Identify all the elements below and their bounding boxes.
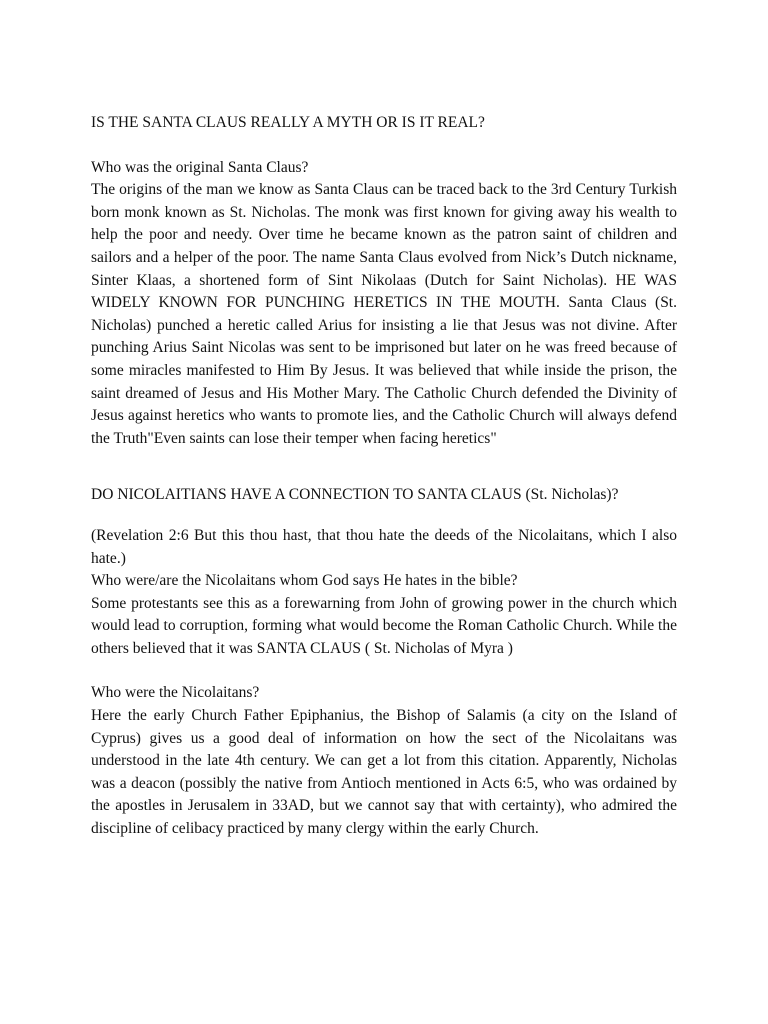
section-heading: Who were the Nicolaitans? bbox=[91, 684, 260, 702]
section-heading: DO NICOLAITIANS HAVE A CONNECTION TO SANTA CLAUS (St. Nicholas)? bbox=[91, 486, 619, 504]
section-body: Here the early Church Father Epiphanius, the Bishop of Salamis (a city on the Island of Cyprus) gives us a good deal of information on how the sect of the Nicolaitans was understood in the late 4th century. We can get a lot from this citation. Apparently, Nicholas was a deacon (possibly the native from Antioch mentioned in Acts 6:5, who was ordained by the apostles in Jerusalem in 33AD, but we cannot say that with certainty), who admired the discipline of celibacy practiced by many clergy within the early Church. bbox=[91, 707, 677, 838]
spacer bbox=[91, 450, 677, 484]
section-body: Some protestants see this as a forewarning from John of growing power in the church which would lead to corruption, forming what would become the Roman Catholic Church. While the others believed that it was SANTA CLAUS ( St. Nicholas of Myra ) bbox=[91, 594, 677, 657]
section-body: The origins of the man we know as Santa Claus can be traced back to the 3rd Century Turkish born monk known as St. Nicholas. The monk was first known for giving away his wealth to help the poor and needy. Over time he became known as the patron saint of children and sailors and a helper of the poor. The name Santa Claus evolved from Nick’s Dutch nickname, Sinter Klaas, a shortened form of Sint Nikolaas (Dutch for Saint Nicholas). HE WAS WIDELY KNOWN FOR PUNCHING HERETICS IN THE MOUTH. Santa Claus (St. Nicholas) punched a heretic called Arius for insisting a lie that Jesus was not divine. After punching Arius Saint Nicolas was sent to be imprisoned but later on he was freed because of some miracles manifested to Him By Jesus. It was believed that while inside the prison, the saint dreamed of Jesus and His Mother Mary. The Catholic Church defended the Divinity of Jesus against heretics who wants to promote lies, and the Catholic Church will always defend the Truth"Even saints can lose their temper when facing heretics" bbox=[91, 181, 677, 447]
spacer bbox=[91, 135, 677, 157]
spacer bbox=[91, 507, 677, 525]
spacer bbox=[91, 660, 677, 682]
scripture-quote: (Revelation 2:6 But this thou hast, that thou hate the deeds of the Nicolaitans, which I also hate.) bbox=[91, 526, 677, 567]
document-title: IS THE SANTA CLAUS REALLY A MYTH OR IS IT REAL? bbox=[91, 114, 485, 131]
section-heading: Who was the original Santa Claus? bbox=[91, 158, 309, 176]
document-page bbox=[91, 112, 677, 841]
section-question: Who were/are the Nicolaitans whom God says He hates in the bible? bbox=[91, 572, 518, 590]
